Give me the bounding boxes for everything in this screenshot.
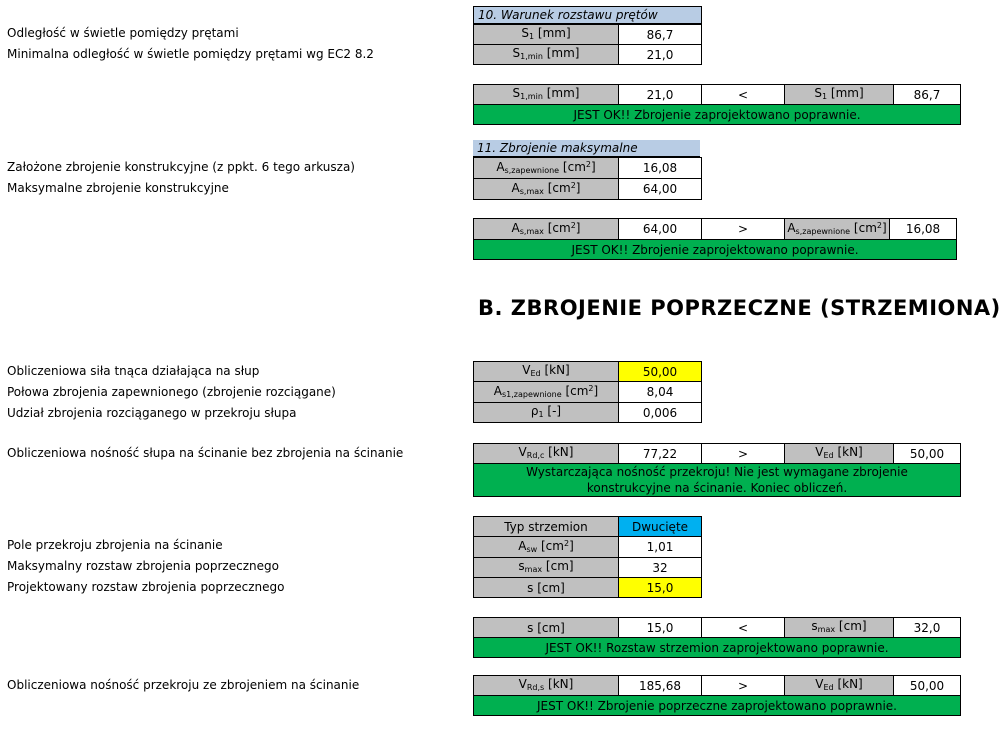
vrdc-ved-value: 50,00 [894, 444, 961, 464]
s1min-value[interactable]: 21,0 [619, 45, 702, 65]
label-s1: Odległość w świetle pomiędzy prętami [7, 26, 239, 40]
section11-header: 11. Zbrojenie maksymalne [473, 140, 700, 157]
table-vrdc-compare [473, 443, 961, 497]
vrds-value: 185,68 [619, 676, 702, 696]
vrdc-ved-label: $V_{Ed}$ [kN] [785, 444, 894, 464]
typ-select[interactable]: Dwucięte [619, 517, 702, 537]
s-input[interactable]: 15,0 [619, 578, 702, 598]
as1-value[interactable]: 8,04 [619, 382, 702, 403]
smax-value[interactable]: 32 [619, 558, 702, 578]
table-stirrups [473, 516, 702, 598]
ved-label: $V_{Ed}$ [kN] [474, 362, 619, 382]
table-section11-header [473, 140, 700, 157]
label-s: Projektowany rozstaw zbrojenia poprzecznego [7, 580, 285, 594]
vrds-ved-label: $V_{Ed}$ [kN] [785, 676, 894, 696]
label-asz: Założone zbrojenie konstrukcyjne (z ppkt. 6 tego arkusza) [7, 160, 355, 174]
cmp-asz-value: 16,08 [890, 219, 957, 240]
asw-value[interactable]: 1,01 [619, 537, 702, 558]
vrds-operator: > [702, 676, 785, 696]
s1-value[interactable]: 86,7 [619, 25, 702, 45]
cmp-s1-label: $S_1$ [mm] [785, 85, 894, 105]
table-s1-values [473, 24, 702, 65]
label-vrdc: Obliczeniowa nośność słupa na ścinanie bez zbrojenia na ścinanie [7, 446, 404, 460]
cmp-asmax-label: $A_{s,max}$ $[cm^2]$ [474, 219, 619, 240]
vrds-label: $V_{Rd,s}$ [kN] [474, 676, 619, 696]
smax-label: $s_{max}$ [cm] [474, 558, 619, 578]
vrdc-result: Wystarczająca nośność przekroju! Nie jest wymagane zbrojenie konstrukcyjne na ścinanie. Koniec obliczeń. [474, 464, 961, 497]
asz-value[interactable]: 16,08 [619, 158, 702, 179]
table-s-compare [473, 617, 961, 658]
cmp-smax-value: 32,0 [894, 618, 961, 638]
rho-value[interactable]: 0,006 [619, 403, 702, 423]
table-ved-inputs [473, 361, 702, 423]
label-vrds: Obliczeniowa nośność przekroju ze zbrojeniem na ścinanie [7, 678, 360, 692]
vrdc-value: 77,22 [619, 444, 702, 464]
vrdc-operator: > [702, 444, 785, 464]
asw-label: $A_{sw}$ $[cm^2]$ [474, 537, 619, 558]
vrds-result: JEST OK!! Zbrojenie poprzeczne zaprojektowano poprawnie. [474, 696, 961, 716]
s-result: JEST OK!! Rozstaw strzemion zaprojektowano poprawnie. [474, 638, 961, 658]
section10-header: 10. Warunek rozstawu prętów [474, 7, 702, 24]
section-b-title: B. ZBROJENIE POPRZECZNE (STRZEMIONA) [478, 296, 1001, 320]
s-label: s [cm] [474, 578, 619, 598]
asmax-label: $A_{s,max}$ $[cm^2]$ [474, 179, 619, 200]
cmp-s-value: 15,0 [619, 618, 702, 638]
cmp-s-label: s [cm] [474, 618, 619, 638]
rho-label: $\rho_1$ [-] [474, 403, 619, 423]
label-s1min: Minimalna odległość w świetle pomiędzy prętami wg EC2 8.2 [7, 47, 374, 61]
as-result: JEST OK!! Zbrojenie zaprojektowano poprawnie. [474, 240, 957, 260]
typ-label: Typ strzemion [474, 517, 619, 537]
as1-label: $A_{s1,zapewnione}$ $[cm^2]$ [474, 382, 619, 403]
cmp-operator: > [702, 219, 785, 240]
cmp-s1min-value: 21,0 [619, 85, 702, 105]
table-as-compare [473, 218, 957, 260]
s1min-label: $S_{1,min}$ [mm] [474, 45, 619, 65]
table-s1-inputs [473, 6, 702, 24]
table-as-values [473, 157, 702, 200]
asmax-value[interactable]: 64,00 [619, 179, 702, 200]
label-as1: Połowa zbrojenia zapewnionego (zbrojenie rozciągane) [7, 385, 336, 399]
cmp-asz-label: $A_{s,zapewnione}$ $[cm^2]$ [785, 219, 890, 240]
s1-result: JEST OK!! Zbrojenie zaprojektowano poprawnie. [474, 105, 961, 125]
vrds-ved-value: 50,00 [894, 676, 961, 696]
label-rho: Udział zbrojenia rozciąganego w przekroju słupa [7, 406, 297, 420]
label-asmax: Maksymalne zbrojenie konstrukcyjne [7, 181, 229, 195]
cmp-s1-value: 86,7 [894, 85, 961, 105]
table-vrds-compare [473, 675, 961, 716]
table-s1-compare [473, 84, 961, 125]
label-smax: Maksymalny rozstaw zbrojenia poprzecznego [7, 559, 279, 573]
label-ved: Obliczeniowa siła tnąca działająca na słup [7, 364, 260, 378]
vrdc-label: $V_{Rd,c}$ [kN] [474, 444, 619, 464]
cmp-operator: < [702, 85, 785, 105]
s1-label: $S_1$ [mm] [474, 25, 619, 45]
label-asw: Pole przekroju zbrojenia na ścinanie [7, 538, 223, 552]
ved-input[interactable]: 50,00 [619, 362, 702, 382]
asz-label: $A_{s,zapewnione}$ $[cm^2]$ [474, 158, 619, 179]
cmp-s-operator: < [702, 618, 785, 638]
cmp-asmax-value: 64,00 [619, 219, 702, 240]
cmp-smax-label: $s_{max}$ [cm] [785, 618, 894, 638]
cmp-s1min-label: $S_{1,min}$ [mm] [474, 85, 619, 105]
